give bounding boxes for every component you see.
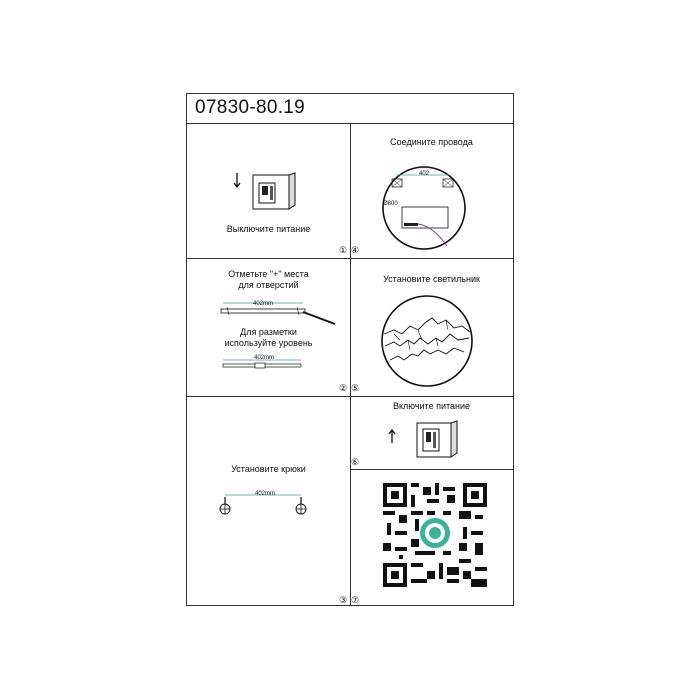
step1-number: ① <box>339 245 348 255</box>
step5-label: Установите светильник <box>383 274 480 284</box>
column-divider <box>350 123 351 605</box>
step4-number: ④ <box>351 245 360 255</box>
step3-label: Установите крюки <box>231 464 306 474</box>
step2-text-1: Отметьте "+" места <box>228 269 309 279</box>
row-divider-3 <box>350 469 513 470</box>
power-on-illustration <box>383 419 463 464</box>
model-number: 07830-80.19 <box>195 97 306 118</box>
step3-dimension: 402mm <box>255 491 276 497</box>
step2-dimension: 402mm <box>253 301 274 307</box>
step6-label: Включите питание <box>392 401 471 411</box>
step4-diameter: Ø800 <box>383 201 398 207</box>
step2-dimension-2: 402mm <box>254 355 275 361</box>
row-divider-2 <box>187 396 513 397</box>
power-off-illustration <box>231 169 301 219</box>
step4-label: Соедините провода <box>390 137 473 147</box>
step2-level-text-2: используйте уровень <box>224 338 313 348</box>
mirror-illustration <box>380 294 476 390</box>
step6-number: ⑥ <box>351 457 360 467</box>
step5-number: ⑤ <box>351 383 360 393</box>
step7-number: ⑦ <box>351 595 360 605</box>
qr-code <box>383 483 487 587</box>
step2-number: ② <box>339 383 348 393</box>
row-divider-1 <box>187 258 513 259</box>
step4-dimension: 402 <box>419 171 430 177</box>
step2-level-text-1: Для разметки <box>240 327 297 337</box>
step1-label: Выключите питание <box>226 224 311 234</box>
step2-text-2: для отверстий <box>238 280 299 290</box>
instruction-sheet <box>186 93 514 606</box>
marking-illustration <box>217 299 342 329</box>
step3-number: ③ <box>339 595 348 605</box>
